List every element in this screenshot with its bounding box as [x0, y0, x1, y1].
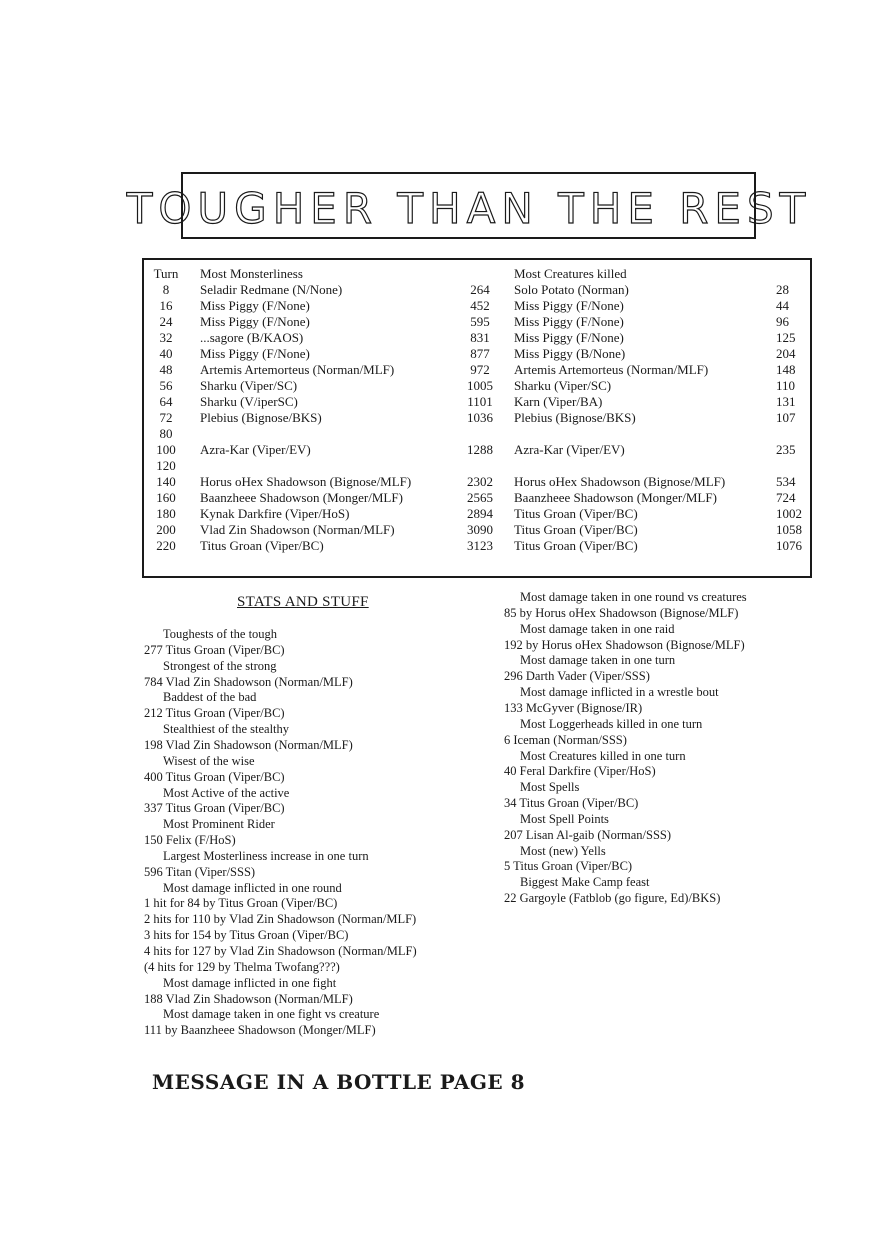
table-row	[144, 378, 810, 394]
monster-name-cell: Plebius (Bignose/BKS)	[200, 410, 322, 425]
creatures-header: Most Creatures killed	[514, 266, 627, 281]
creatures-name-cell: Sharku (Viper/SC)	[514, 378, 612, 393]
stat-entry: 4 hits for 127 by Vlad Zin Shadowson (Norman/MLF)	[144, 944, 417, 958]
creatures-name-cell: Horus oHex Shadowson (Bignose/MLF)	[514, 474, 726, 489]
monster-value-cell: 1101	[467, 394, 493, 409]
creatures-name-cell: Miss Piggy (F/None)	[514, 330, 624, 345]
turn-cell: 16	[159, 298, 173, 313]
monster-name-cell: Titus Groan (Viper/BC)	[200, 538, 324, 553]
stat-entry: 22 Gargoyle (Fatblob (go figure, Ed)/BKS)	[504, 891, 721, 906]
table-row	[144, 314, 810, 330]
stat-entry: 198 Vlad Zin Shadowson (Norman/MLF)	[144, 737, 353, 752]
stat-entry: 85 by Horus oHex Shadowson (Bignose/MLF)	[504, 605, 739, 620]
monster-value-cell: 3123	[467, 538, 493, 553]
creatures-value-cell: 28	[776, 282, 789, 297]
stat-entry: 150 Felix (F/HoS)	[144, 833, 236, 848]
monster-value-cell: 831	[470, 330, 490, 345]
monster-value-cell: 1005	[467, 378, 493, 393]
stat-entry: 5 Titus Groan (Viper/BC)	[504, 859, 633, 874]
creatures-name-cell: Artemis Artemorteus (Norman/MLF)	[514, 362, 709, 377]
stat-category: Most damage taken in one fight vs creature	[163, 1007, 380, 1022]
creatures-value-cell: 1076	[776, 538, 802, 553]
creatures-value-cell: 125	[776, 330, 796, 345]
stat-category: Most Spell Points	[520, 811, 609, 826]
stat-category: Most damage inflicted in a wrestle bout	[520, 685, 719, 700]
creatures-value-cell: 534	[776, 474, 796, 489]
table-row	[144, 522, 810, 538]
monster-name-cell: Seladir Redmane (N/None)	[200, 282, 343, 297]
monster-name-cell: Artemis Artemorteus (Norman/MLF)	[200, 362, 395, 377]
creatures-name-cell: Miss Piggy (B/None)	[514, 346, 626, 361]
turn-cell: 8	[162, 282, 170, 297]
creatures-value-cell: 204	[776, 346, 796, 361]
turn-cell: 48	[159, 362, 173, 377]
monster-value-cell: 452	[470, 298, 490, 313]
table-row	[144, 442, 810, 458]
table-row	[144, 282, 810, 298]
table-row	[144, 346, 810, 362]
stat-category: Most Creatures killed in one turn	[520, 748, 686, 763]
stat-category: Most Prominent Rider	[163, 817, 275, 832]
creatures-value-cell: 44	[776, 298, 789, 313]
turn-cell: 40	[159, 346, 173, 361]
table-row	[144, 330, 810, 346]
stat-entry: 1 hit for 84 by Titus Groan (Viper/BC)	[144, 896, 338, 911]
turn-cell: 100	[156, 442, 176, 457]
table-row	[144, 394, 810, 410]
stat-entry: 6 Iceman (Norman/SSS)	[504, 732, 627, 747]
stat-category: Stealthiest of the stealthy	[163, 722, 290, 737]
monster-name-cell: Baanzheee Shadowson (Monger/MLF)	[200, 490, 403, 505]
stat-entry: 2 hits for 110 by Vlad Zin Shadowson (Norman/MLF)	[144, 912, 417, 927]
stat-entry: 296 Darth Vader (Viper/SSS)	[504, 669, 650, 684]
creatures-value-cell: 1058	[776, 522, 802, 537]
monster-header: Most Monsterliness	[200, 266, 303, 281]
turn-cell: 56	[159, 378, 173, 393]
stat-category: Largest Mosterliness increase in one turn	[163, 848, 369, 863]
monster-value-cell: 2302	[467, 474, 493, 489]
title-outline-text	[126, 178, 811, 234]
monster-name-cell: ...sagore (B/KAOS)	[200, 330, 304, 345]
stat-category: Most Spells	[520, 780, 580, 795]
turn-cell: 160	[156, 490, 176, 505]
monster-value-cell: 972	[470, 362, 490, 377]
turn-cell: 32	[159, 330, 173, 345]
creatures-value-cell: 235	[776, 442, 796, 457]
stat-entry: 400 Titus Groan (Viper/BC)	[144, 769, 285, 784]
page-footer: MESSAGE IN A BOTTLE PAGE 8	[152, 1070, 526, 1094]
monster-value-cell: 595	[470, 314, 490, 329]
table-row	[144, 458, 810, 474]
stat-entry: 192 by Horus oHex Shadowson (Bignose/MLF)	[504, 637, 745, 652]
turn-cell: 220	[156, 538, 176, 553]
stat-category: Toughests of the tough	[163, 627, 278, 641]
table-header-row	[144, 266, 810, 282]
creatures-name-cell: Azra-Kar (Viper/EV)	[514, 442, 625, 457]
turn-cell: 24	[159, 314, 173, 329]
table-row	[144, 410, 810, 426]
stat-category: Most (new) Yells	[520, 843, 606, 858]
creatures-name-cell: Miss Piggy (F/None)	[514, 314, 624, 329]
stat-entry: (4 hits for 129 by Thelma Twofang???)	[144, 959, 340, 974]
stat-category: Most Loggerheads killed in one turn	[520, 716, 703, 731]
monster-name-cell: Vlad Zin Shadowson (Norman/MLF)	[200, 522, 395, 537]
creatures-value-cell: 110	[776, 378, 796, 393]
stat-category: Most damage inflicted in one fight	[163, 975, 337, 990]
turn-cell: 180	[156, 506, 176, 521]
stat-entry: 212 Titus Groan (Viper/BC)	[144, 706, 285, 721]
creatures-name-cell: Karn (Viper/BA)	[514, 394, 603, 409]
monster-name-cell: Sharku (V/iperSC)	[200, 394, 298, 409]
monster-name-cell: Sharku (Viper/SC)	[200, 378, 298, 393]
stats-heading: STATS AND STUFF	[237, 594, 369, 610]
table-row	[144, 490, 810, 506]
monster-value-cell: 3090	[467, 522, 493, 537]
creatures-name-cell: Titus Groan (Viper/BC)	[514, 522, 638, 537]
creatures-value-cell: 107	[776, 410, 796, 425]
creatures-value-cell: 724	[776, 490, 796, 505]
table-row	[144, 426, 810, 442]
stat-entry: 337 Titus Groan (Viper/BC)	[144, 801, 285, 816]
turn-cell: 64	[159, 394, 173, 409]
turn-cell: 200	[156, 522, 176, 537]
creatures-name-cell: Solo Potato (Norman)	[514, 282, 629, 297]
monster-name-cell: Horus oHex Shadowson (Bignose/MLF)	[200, 474, 412, 489]
monster-value-cell: 877	[470, 346, 490, 361]
turn-cell: 120	[156, 458, 176, 473]
stat-entry: 40 Feral Darkfire (Viper/HoS)	[504, 764, 656, 779]
stat-entry: 207 Lisan Al-gaib (Norman/SSS)	[504, 827, 672, 842]
creatures-name-cell: Titus Groan (Viper/BC)	[514, 506, 638, 521]
stat-category: Strongest of the strong	[163, 658, 277, 673]
stat-category: Most Active of the active	[163, 785, 290, 800]
stat-entry: 277 Titus Groan (Viper/BC)	[144, 642, 285, 657]
stat-category: Baddest of the bad	[163, 690, 257, 705]
stat-category: Most damage inflicted in one round	[163, 880, 342, 895]
page-title: TOUGHER THAN THE REST	[126, 183, 811, 233]
creatures-name-cell: Titus Groan (Viper/BC)	[514, 538, 638, 553]
creatures-name-cell: Plebius (Bignose/BKS)	[514, 410, 636, 425]
creatures-value-cell: 148	[776, 362, 796, 377]
monster-value-cell: 2565	[467, 490, 493, 505]
stat-entry: 111 by Baanzheee Shadowson (Monger/MLF)	[144, 1023, 376, 1038]
monster-name-cell: Miss Piggy (F/None)	[200, 314, 310, 329]
stat-entry: 784 Vlad Zin Shadowson (Norman/MLF)	[144, 674, 353, 689]
creatures-name-cell: Baanzheee Shadowson (Monger/MLF)	[514, 490, 717, 505]
stat-category: Wisest of the wise	[163, 753, 255, 768]
turn-cell: 80	[159, 426, 173, 441]
table-row	[144, 298, 810, 314]
stat-category: Most damage taken in one round vs creatures	[520, 590, 747, 604]
records-table	[142, 258, 812, 578]
monster-value-cell: 2894	[467, 506, 493, 521]
table-row	[144, 362, 810, 378]
creatures-value-cell: 1002	[776, 506, 802, 521]
table-row	[144, 474, 810, 490]
turn-cell: 72	[159, 410, 173, 425]
monster-value-cell: 1288	[467, 442, 493, 457]
stat-entry: 34 Titus Groan (Viper/BC)	[504, 796, 639, 811]
creatures-value-cell: 96	[776, 314, 789, 329]
monster-value-cell: 264	[470, 282, 490, 297]
turn-cell: 140	[156, 474, 176, 489]
title-banner	[126, 172, 811, 239]
creatures-name-cell: Miss Piggy (F/None)	[514, 298, 624, 313]
table-row	[144, 506, 810, 522]
table-row	[144, 538, 810, 554]
stat-entry: 3 hits for 154 by Titus Groan (Viper/BC)	[144, 928, 349, 943]
monster-value-cell: 1036	[467, 410, 493, 425]
monster-name-cell: Miss Piggy (F/None)	[200, 346, 310, 361]
turn-header: Turn	[153, 266, 179, 281]
stat-entry: 188 Vlad Zin Shadowson (Norman/MLF)	[144, 991, 353, 1006]
creatures-value-cell: 131	[776, 394, 796, 409]
monster-name-cell: Miss Piggy (F/None)	[200, 298, 310, 313]
stat-entry: 596 Titan (Viper/SSS)	[144, 864, 256, 879]
monster-name-cell: Kynak Darkfire (Viper/HoS)	[200, 506, 350, 521]
monster-name-cell: Azra-Kar (Viper/EV)	[200, 442, 311, 457]
stat-entry: 133 McGyver (Bignose/IR)	[504, 700, 643, 715]
stat-category: Most damage taken in one raid	[520, 621, 675, 636]
stat-category: Biggest Make Camp feast	[520, 875, 650, 890]
stat-category: Most damage taken in one turn	[520, 653, 676, 668]
